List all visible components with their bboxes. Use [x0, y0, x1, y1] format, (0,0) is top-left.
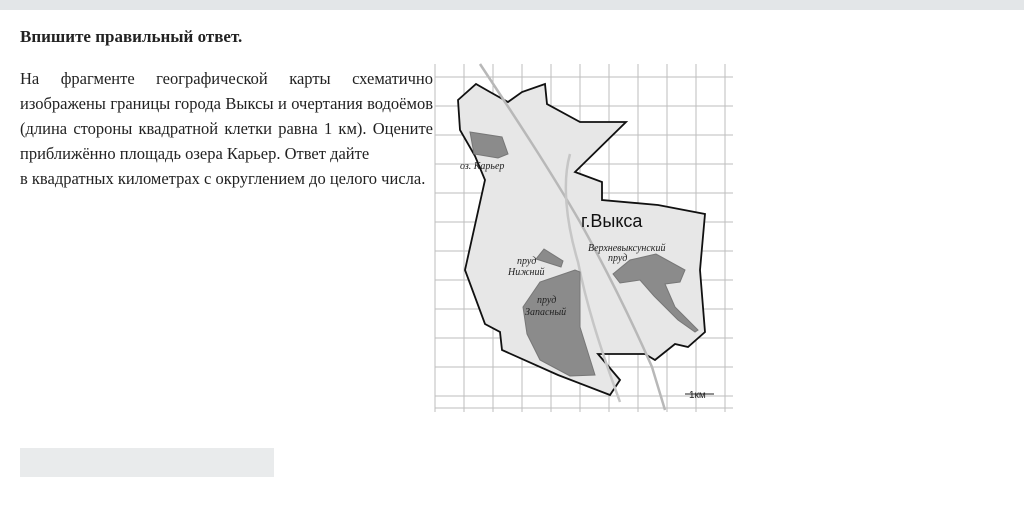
label-pond-nizhny-1: пруд	[517, 256, 537, 267]
question-heading: Впишите правильный ответ.	[20, 27, 243, 46]
scale-label: 1км	[689, 390, 706, 401]
label-pond-verkhne-1: Верхневыксунский	[588, 243, 666, 254]
label-pond-nizhny-2: Нижний	[508, 267, 545, 278]
label-pond-verkhne-2: пруд	[608, 253, 628, 264]
top-bar	[0, 0, 1024, 10]
label-lake-karier: оз. Карьер	[460, 161, 505, 172]
task-text	[20, 66, 433, 191]
map-figure	[430, 62, 740, 414]
label-pond-zapasny-2: Запасный	[525, 307, 567, 318]
task-text-part-2: в квадратных километрах с округлением до целого числа.	[20, 169, 426, 188]
answer-input[interactable]	[20, 448, 274, 477]
label-pond-zapasny-1: пруд	[537, 295, 557, 306]
task-text-part-1: На фрагменте географической карты схематично изображены границы города Выксы и очертания водоёмов (длина стороны квадратной клетки равна 1 км). Оцените приближённо площадь озера Карьер. Ответ дайте	[20, 69, 433, 163]
label-city: г.Выкса	[581, 211, 643, 231]
